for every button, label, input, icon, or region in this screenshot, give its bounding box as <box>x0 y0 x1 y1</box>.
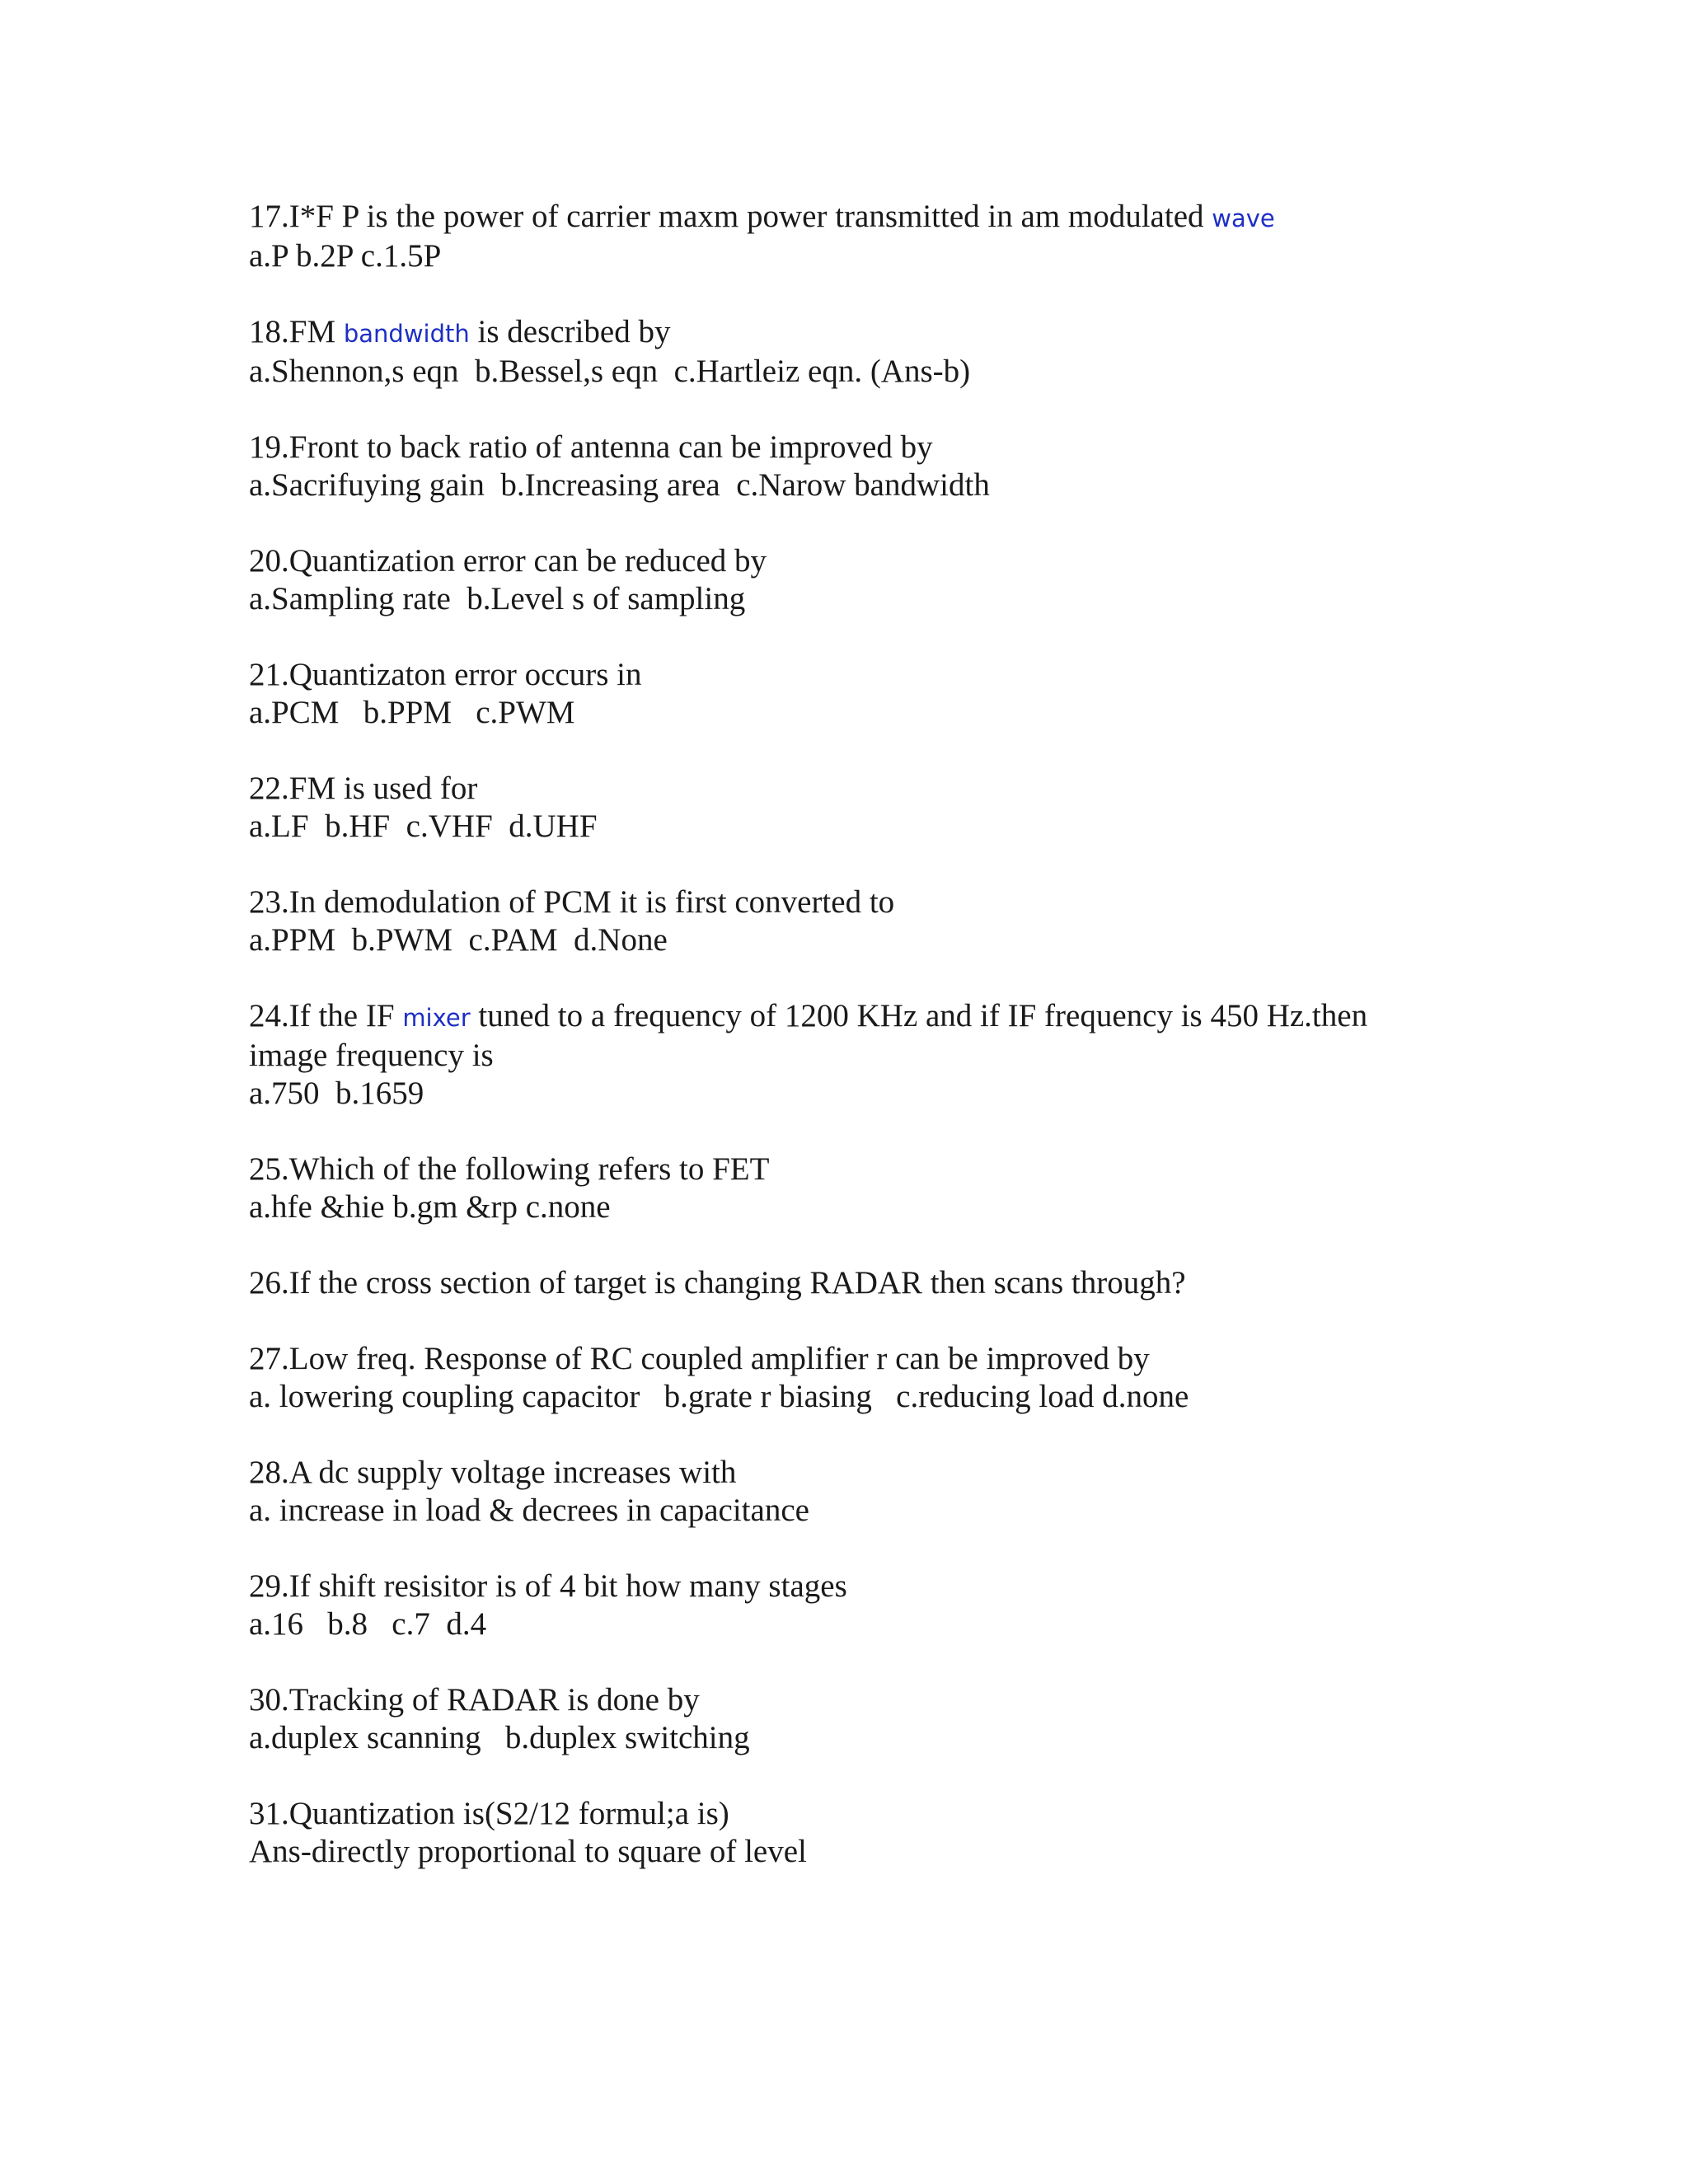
answer-options: a.Sacrifuying gain b.Increasing area c.Narow bandwidth <box>249 467 990 503</box>
answer-options: a. lowering coupling capacitor b.grate r biasing c.reducing load d.none <box>249 1379 1189 1414</box>
question-text: 28.A dc supply voltage increases with <box>249 1455 737 1490</box>
question-text-start: 17.I*F P is the power of carrier maxm power transmitted in am modulated <box>249 199 1212 234</box>
question-text: 21.Quantizaton error occurs in <box>249 657 642 692</box>
question-28 <box>249 1454 1485 1530</box>
question-text-end: tuned to a frequency of 1200 KHz and if IF frequency is 450 Hz.then <box>470 998 1368 1033</box>
answer-options: a.Sampling rate b.Level s of sampling <box>249 581 746 616</box>
question-text: 25.Which of the following refers to FET <box>249 1151 770 1187</box>
question-25 <box>249 1151 1485 1226</box>
question-18 <box>249 313 1485 391</box>
question-31 <box>249 1795 1485 1871</box>
question-19 <box>249 429 1485 504</box>
question-text-start: 18.FM <box>249 314 344 349</box>
question-text-end: is described by <box>469 314 671 349</box>
question-text: 31.Quantization is(S2/12 formul;a is) <box>249 1796 729 1831</box>
question-24 <box>249 997 1485 1113</box>
question-30 <box>249 1681 1485 1757</box>
question-29 <box>249 1568 1485 1643</box>
question-text: 23.In demodulation of PCM it is first converted to <box>249 884 895 920</box>
question-text: 22.FM is used for <box>249 771 478 806</box>
answer-options: a.P b.2P c.1.5P <box>249 238 442 274</box>
question-text <box>249 313 1485 353</box>
answer-options: a.LF b.HF c.VHF d.UHF <box>249 808 598 844</box>
question-20 <box>249 542 1485 618</box>
answer-options: a. increase in load & decrees in capacitance <box>249 1493 809 1528</box>
question-text-continued: image frequency is <box>249 1038 494 1073</box>
answer-options: a.16 b.8 c.7 d.4 <box>249 1606 487 1642</box>
answer-options: a.hfe &hie b.gm &rp c.none <box>249 1189 611 1225</box>
question-text <box>249 198 1485 237</box>
question-22 <box>249 770 1485 846</box>
keyword-link[interactable]: mixer <box>402 1004 471 1032</box>
answer-options: a.PCM b.PPM c.PWM <box>249 695 575 730</box>
answer-options: a.duplex scanning b.duplex switching <box>249 1720 750 1755</box>
question-text <box>249 997 1485 1037</box>
question-26 <box>249 1264 1485 1302</box>
question-17 <box>249 198 1485 275</box>
question-text: 27.Low freq. Response of RC coupled amplifier r can be improved by <box>249 1341 1150 1376</box>
keyword-link[interactable]: wave <box>1212 204 1275 232</box>
question-text: 30.Tracking of RADAR is done by <box>249 1682 700 1718</box>
question-text: 29.If shift resisitor is of 4 bit how many stages <box>249 1568 847 1604</box>
question-text: 19.Front to back ratio of antenna can be improved by <box>249 429 933 465</box>
keyword-link[interactable]: bandwidth <box>343 320 470 348</box>
question-list <box>249 198 1485 1909</box>
answer-text: Ans-directly proportional to square of level <box>249 1834 807 1869</box>
question-text: 26.If the cross section of target is changing RADAR then scans through? <box>249 1265 1186 1301</box>
answer-options: a.Shennon,s eqn b.Bessel,s eqn c.Hartleiz eqn. (Ans-b) <box>249 354 971 389</box>
answer-options: a.PPM b.PWM c.PAM d.None <box>249 922 668 958</box>
question-27 <box>249 1340 1485 1416</box>
question-text: 20.Quantization error can be reduced by <box>249 543 767 579</box>
answer-options: a.750 b.1659 <box>249 1076 424 1111</box>
question-text-start: 24.If the IF <box>249 998 403 1033</box>
question-23 <box>249 883 1485 959</box>
question-21 <box>249 656 1485 732</box>
